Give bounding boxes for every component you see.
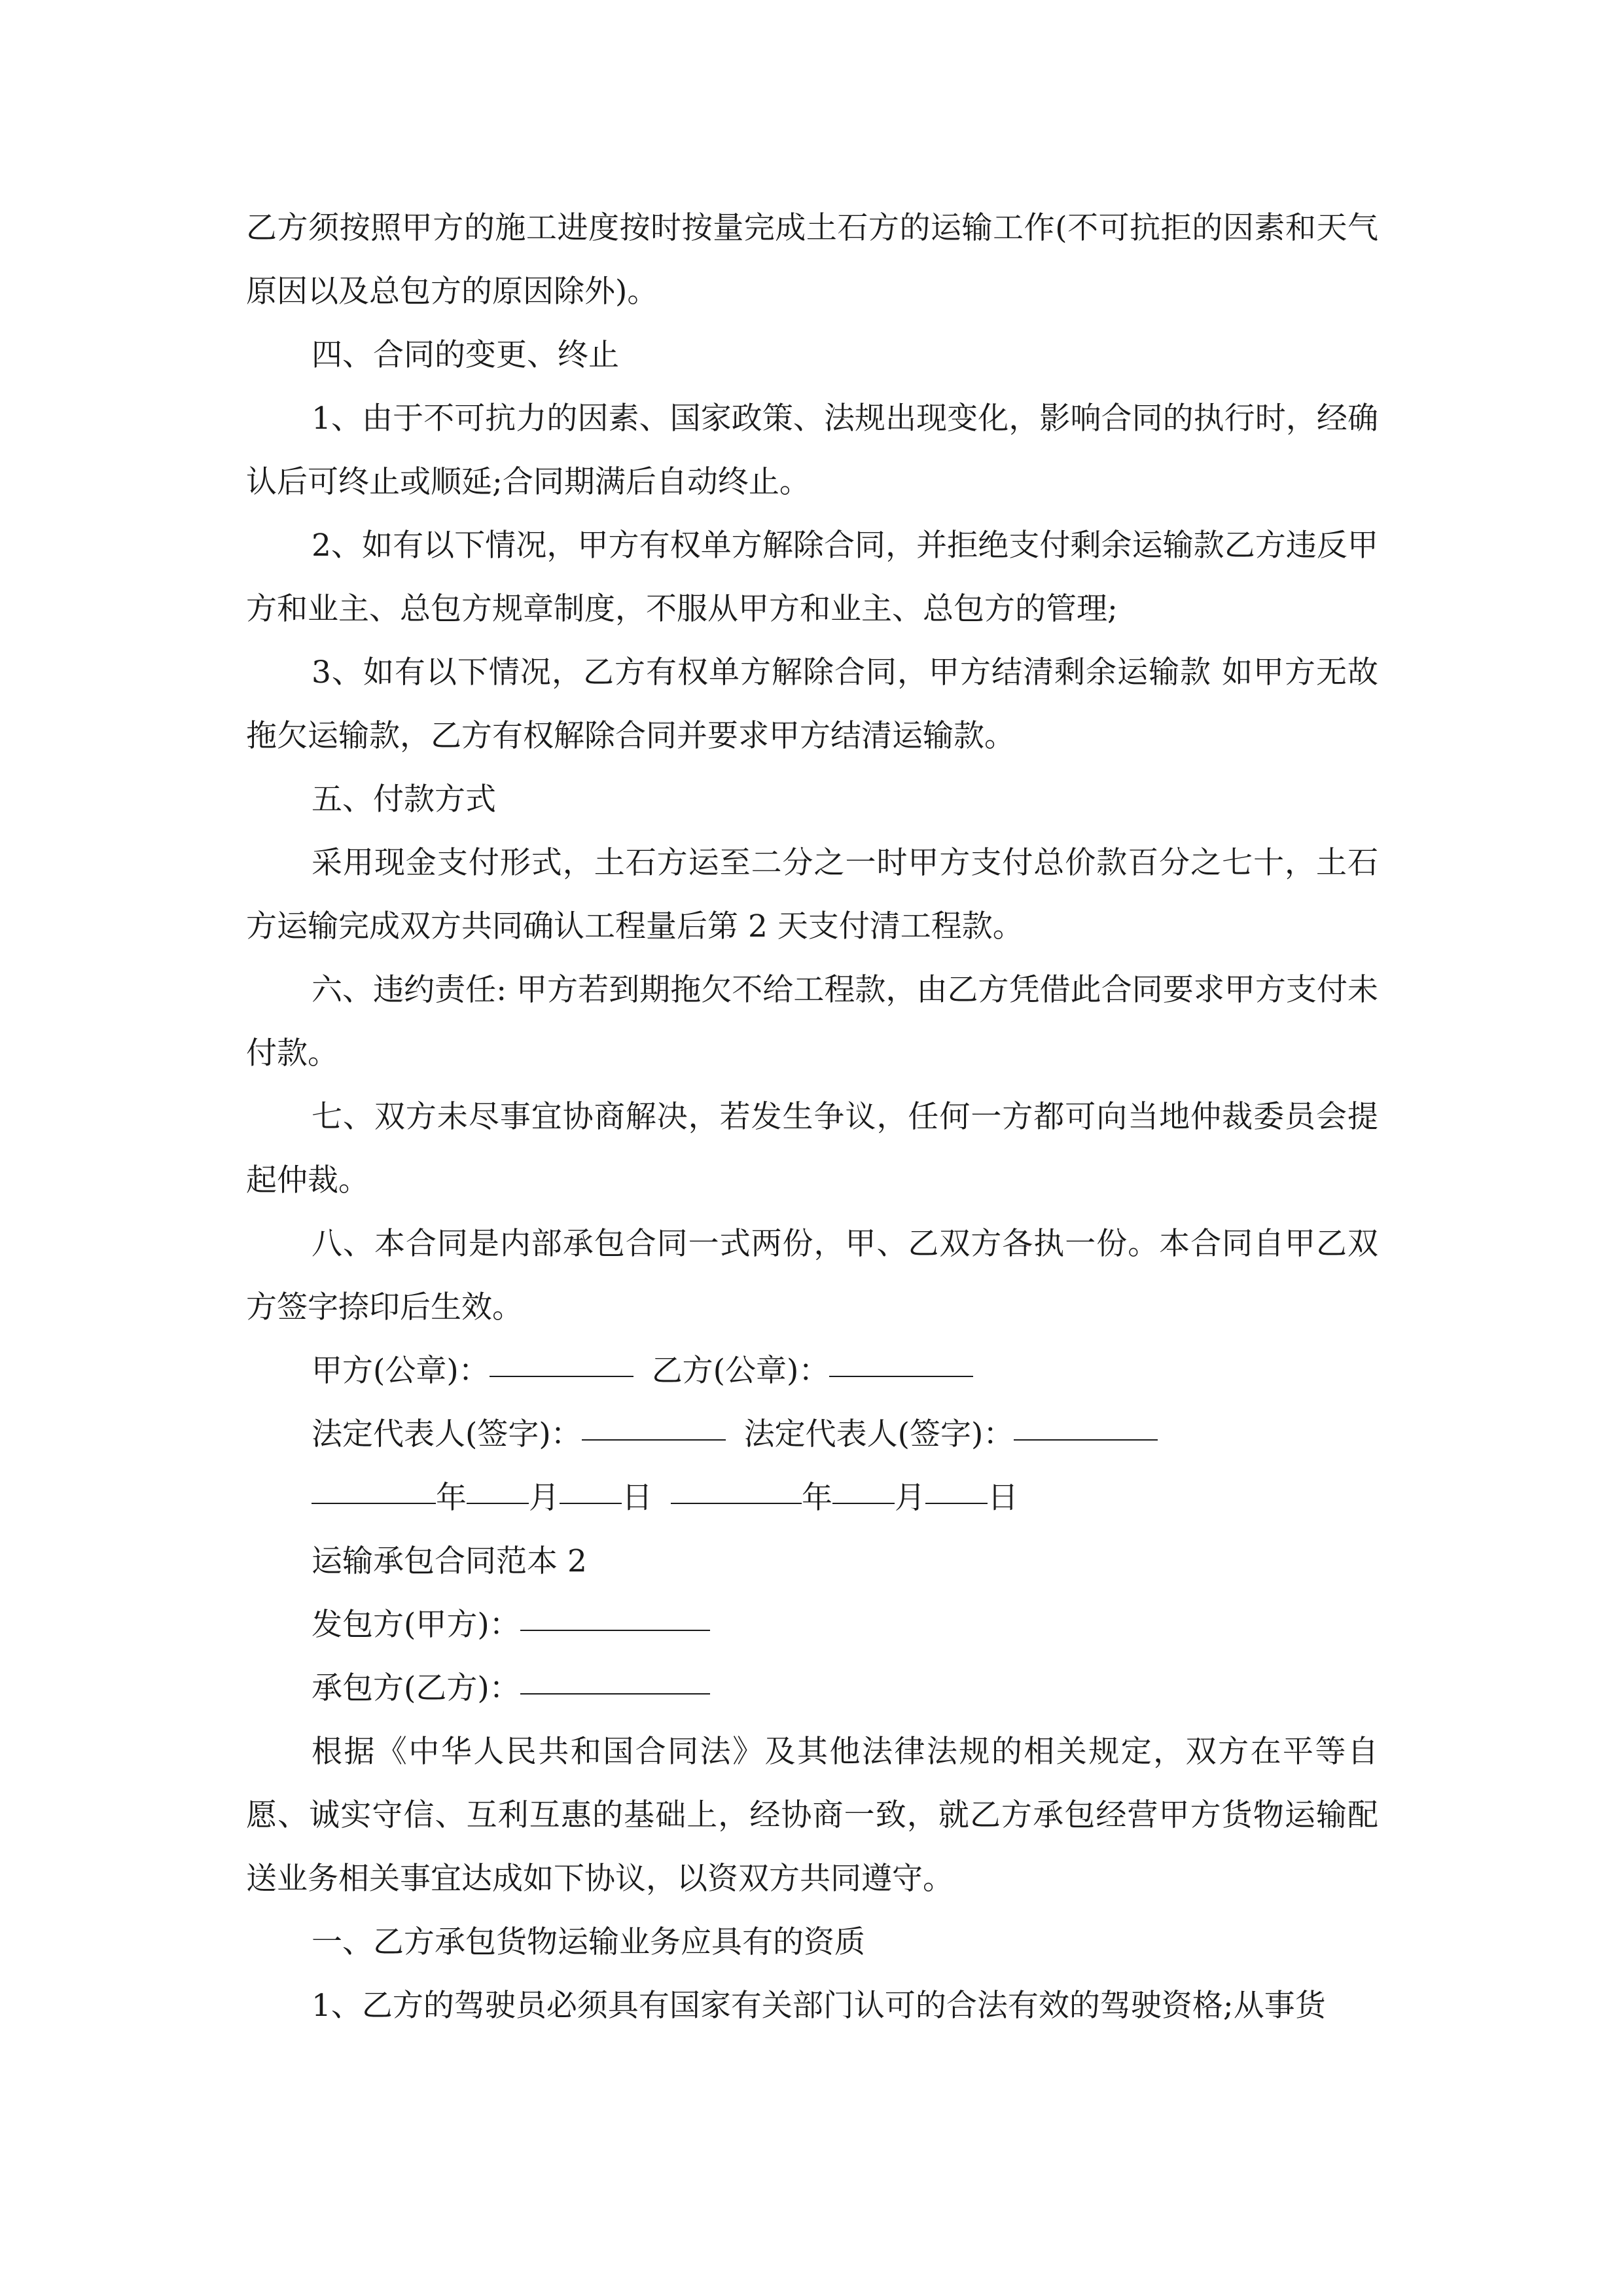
rep-a-label: 法定代表人(签字)： [312, 1416, 582, 1452]
date-b-year-label: 年 [802, 1480, 832, 1516]
signature-representative-line [246, 1403, 1378, 1466]
rep-a-blank [582, 1408, 726, 1441]
section-heading-qualification: 一、乙方承包货物运输业务应具有的资质 [312, 1924, 865, 1960]
paragraph-transport-duty: 乙方须按照甲方的施工进度按时按量完成土石方的运输工作(不可抗拒的因素和天气原因以及总包方的原因除外)。 [246, 210, 1378, 310]
date-a-day-label: 日 [622, 1480, 652, 1516]
clause-4-3: 3、如有以下情况，乙方有权单方解除合同，甲方结清剩余运输款 如甲方无故拖欠运输款，乙方有权解除合同并要求甲方结清运输款。 [246, 655, 1378, 754]
date-a-day-blank [560, 1471, 622, 1504]
contractor-label: 承包方(乙方)： [312, 1670, 520, 1706]
date-a-year-label: 年 [436, 1480, 467, 1516]
clause-4-2: 2、如有以下情况，甲方有权单方解除合同，并拒绝支付剩余运输款乙方违反甲方和业主、总包方规章制度，不服从甲方和业主、总包方的管理; [246, 528, 1378, 627]
rep-b-label: 法定代表人(签字)： [743, 1416, 1014, 1452]
date-a-month-label: 月 [529, 1480, 560, 1516]
date-b-year-blank [671, 1471, 802, 1504]
clause-breach-liability: 六、违约责任: 甲方若到期拖欠不给工程款，由乙方凭借此合同要求甲方支付未付款。 [246, 972, 1378, 1071]
signature-seal-line [246, 1339, 1378, 1403]
date-a-year-blank [312, 1471, 436, 1504]
date-b-month-blank [832, 1471, 895, 1504]
date-b-month-label: 月 [895, 1480, 925, 1516]
section-heading-payment: 五、付款方式 [312, 781, 496, 817]
clause-payment: 采用现金支付形式，土石方运至二分之一时甲方支付总价款百分之七十，土石方运输完成双方共同确认工程量后第 2 天支付清工程款。 [246, 845, 1378, 944]
contractor-line [246, 1657, 1378, 1720]
signature-date-line [246, 1466, 1378, 1530]
date-b-day-label: 日 [988, 1480, 1018, 1516]
issuer-blank [520, 1598, 710, 1631]
issuer-line [246, 1593, 1378, 1657]
clause-effectiveness: 八、本合同是内部承包合同一式两份，甲、乙双方各执一份。本合同自甲乙双方签字捺印后生效。 [246, 1226, 1378, 1325]
document-body [246, 196, 1378, 2037]
party-a-seal-blank [490, 1344, 633, 1377]
date-a-month-blank [467, 1471, 529, 1504]
clause-dispute: 七、双方未尽事宜协商解决，若发生争议，任何一方都可向当地仲裁委员会提起仲裁。 [246, 1099, 1378, 1198]
rep-b-blank [1014, 1408, 1158, 1441]
contractor-blank [520, 1662, 710, 1695]
party-a-seal-label: 甲方(公章)： [312, 1353, 490, 1389]
date-b-day-blank [925, 1471, 988, 1504]
party-b-seal-blank [829, 1344, 973, 1377]
template-2-title: 运输承包合同范本 2 [312, 1543, 587, 1579]
clause-4-1: 1、由于不可抗力的因素、国家政策、法规出现变化，影响合同的执行时，经确认后可终止或顺延;合同期满后自动终止。 [246, 401, 1378, 500]
issuer-label: 发包方(甲方)： [312, 1607, 520, 1643]
party-b-seal-label: 乙方(公章)： [651, 1353, 830, 1389]
template-2-intro: 根据《中华人民共和国合同法》及其他法律法规的相关规定，双方在平等自愿、诚实守信、互利互惠的基础上，经协商一致，就乙方承包经营甲方货物运输配送业务相关事宜达成如下协议，以资双方共同遵守。 [246, 1734, 1378, 1897]
section-heading-change-termination: 四、合同的变更、终止 [312, 337, 619, 373]
clause-qualification-1: 1、乙方的驾驶员必须具有国家有关部门认可的合法有效的驾驶资格;从事货 [312, 1988, 1326, 2024]
